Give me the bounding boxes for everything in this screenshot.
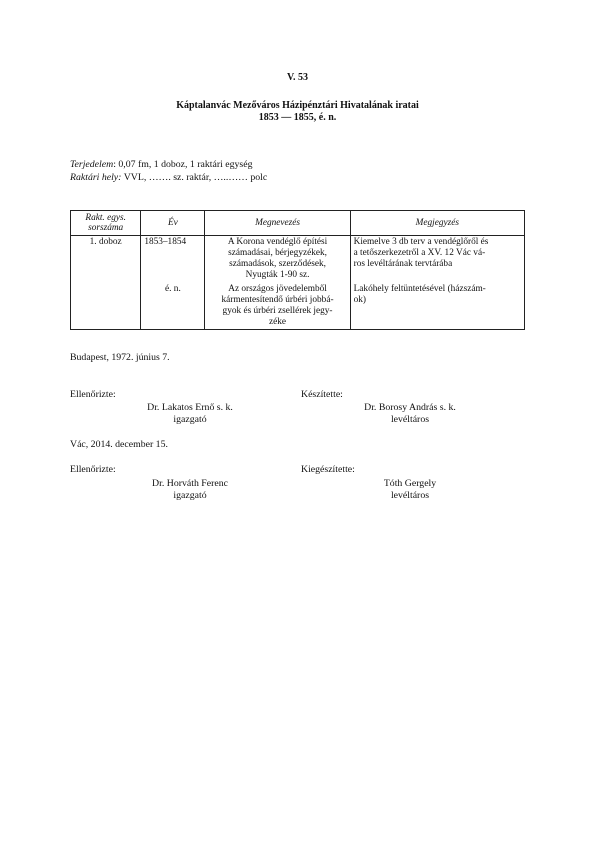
location-line	[70, 171, 267, 184]
place-date-2: Vác, 2014. december 15.	[70, 439, 168, 450]
header-unit-number: Rakt. egys. sorszáma	[71, 211, 141, 236]
row-note: Kiemelve 3 db terv a vendéglőről és a tetőszerkezetről a XV. 12 Vác vá- ros levéltárának tervtárába	[350, 236, 524, 283]
signature-checked-1	[100, 402, 280, 426]
fond-metadata	[70, 158, 267, 184]
row-year: 1853–1854	[141, 236, 205, 283]
extent-value: : 0,07 fm, 1 doboz, 1 raktári egység	[113, 159, 253, 170]
signature-checked-2	[100, 478, 280, 502]
supplemented-name-2: Tóth Gergely	[383, 478, 437, 489]
location-value: VVL, ……. sz. raktár, …..…… polc	[121, 172, 268, 183]
checked-name-1: Dr. Lakatos Ernő s. k.	[147, 402, 233, 413]
prepared-title-1: levéltáros	[390, 414, 430, 425]
table-row	[71, 283, 525, 330]
checked-label-2: Ellenőrizte:	[70, 464, 116, 475]
row-note: Lakóhely feltüntetésével (házszám- ok)	[350, 283, 524, 330]
header-note: Megjegyzés	[350, 211, 524, 236]
prepared-label-1: Készítette:	[301, 389, 343, 400]
checked-title-1: igazgató	[173, 414, 207, 425]
fond-code: V. 53	[287, 72, 308, 83]
checked-title-2: igazgató	[173, 490, 207, 501]
row-name: A Korona vendéglő építési számadásai, bérjegyzékek, számadások, szerződések, Nyugták 1-90 sz.	[205, 236, 350, 283]
checked-label-1: Ellenőrizte:	[70, 389, 116, 400]
location-label: Raktári hely:	[70, 172, 122, 183]
signature-supplemented-2	[320, 478, 500, 502]
extent-line	[70, 158, 267, 171]
header-name: Megnevezés	[205, 211, 350, 236]
prepared-name-1: Dr. Borosy András s. k.	[364, 402, 456, 413]
fond-years: 1853 — 1855, é. n.	[258, 112, 337, 123]
document-heading	[0, 72, 595, 124]
extent-label: Terjedelem	[70, 159, 114, 170]
header-year: Év	[141, 211, 205, 236]
table-row	[71, 236, 525, 283]
row-unit	[71, 283, 141, 330]
place-date-1: Budapest, 1972. június 7.	[70, 352, 170, 363]
row-unit: 1. doboz	[71, 236, 141, 283]
supplemented-label-2: Kiegészítette:	[301, 464, 355, 475]
supplemented-title-2: levéltáros	[390, 490, 430, 501]
fond-title: Káptalanvác Mezőváros Házipénztári Hivatalának iratai	[176, 100, 419, 111]
inventory-table	[70, 210, 525, 330]
checked-name-2: Dr. Horváth Ferenc	[152, 478, 228, 489]
signature-prepared-1	[320, 402, 500, 426]
row-year: é. n.	[141, 283, 205, 330]
row-name: Az országos jövedelemből kármentesítendő úrbéri jobbá- gyok és úrbéri zsellérek jegy- zéke	[205, 283, 350, 330]
table-header-row	[71, 211, 525, 236]
